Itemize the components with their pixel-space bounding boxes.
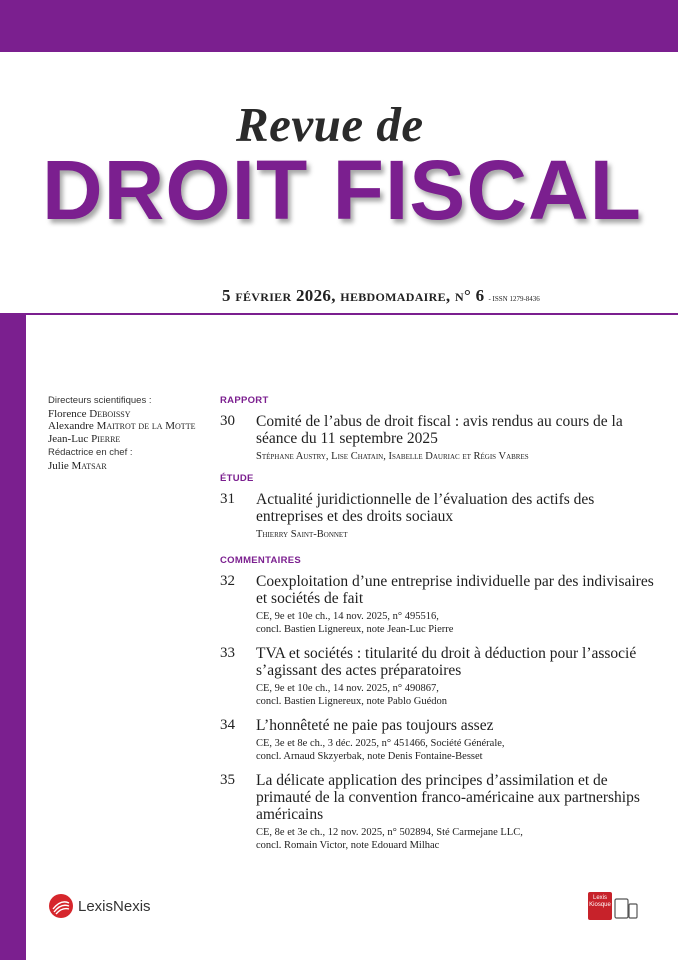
entry-authors: concl. Bastien Lignereux, note Jean-Luc Pierre (256, 624, 454, 635)
toc-entry[interactable] (220, 717, 660, 763)
entry-title: Coexploitation d’une entreprise individuelle par des indivisaires et sociétés de fait (256, 573, 654, 607)
publisher-name: LexisNexis (78, 897, 151, 915)
entry-number: 31 (220, 491, 235, 507)
entry-authors: concl. Arnaud Skzyerbak, note Denis Fontaine-Besset (256, 751, 483, 762)
director-name: Jean-Luc Pierre (48, 432, 121, 445)
top-color-band (0, 0, 678, 52)
header-divider (0, 313, 678, 315)
toc-entry[interactable] (220, 413, 660, 463)
entry-reference (256, 610, 660, 636)
entry-title: Comité de l’abus de droit fiscal : avis rendus au cours de la séance du 11 septembre 2025 (256, 413, 623, 447)
entry-reference-line: CE, 3e et 8e ch., 3 déc. 2025, n° 451466, Société Générale, (256, 738, 505, 749)
entry-number: 34 (220, 717, 235, 733)
entry-authors: Stéphane Austry, Lise Chatain, Isabelle Dauriac et Régis Vabres (256, 451, 529, 462)
section-rapport: RAPPORT (220, 395, 269, 406)
toc-entry[interactable] (220, 645, 660, 708)
title-droit-fiscal: DROIT FISCAL (42, 143, 642, 237)
director-name: Florence Deboissy (48, 407, 131, 420)
editor-name: Julie Matsar (48, 459, 107, 472)
toc-entry[interactable] (220, 491, 660, 541)
section-commentaires: COMMENTAIRES (220, 555, 302, 566)
entry-number: 35 (220, 772, 235, 788)
lexisnexis-logo-icon (48, 893, 74, 919)
entry-reference (256, 682, 660, 708)
section-etude: ÉTUDE (220, 473, 254, 484)
toc-entry[interactable] (220, 772, 660, 852)
entry-number: 32 (220, 573, 235, 589)
issue-line (222, 286, 540, 306)
director-name: Alexandre Maitrot de la Motte (48, 420, 196, 432)
entry-title: TVA et sociétés : titularité du droit à déduction pour l’associé s’agissant des actes préparatoires (256, 645, 637, 679)
masthead (48, 395, 218, 472)
publisher-logo[interactable] (48, 893, 151, 919)
entry-reference (256, 737, 660, 763)
entry-reference-line: CE, 9e et 10e ch., 14 nov. 2025, n° 495516, (256, 611, 439, 622)
issue-date-number: 5 février 2026, hebdomadaire, n° 6 (222, 286, 485, 305)
entry-authors: concl. Romain Victor, note Edouard Milhac (256, 840, 440, 851)
kiosque-badge-icon: Lexis Kiosque (588, 892, 612, 920)
entry-authors: concl. Bastien Lignereux, note Pablo Guédon (256, 696, 447, 707)
entry-number: 33 (220, 645, 235, 661)
entry-number: 30 (220, 413, 235, 429)
editor-label: Rédactrice en chef : (48, 447, 133, 458)
entry-reference-line: CE, 9e et 10e ch., 14 nov. 2025, n° 490867, (256, 683, 439, 694)
table-of-contents (220, 395, 660, 861)
entry-reference-line: CE, 8e et 3e ch., 12 nov. 2025, n° 502894, Sté Carmejane LLC, (256, 827, 523, 838)
devices-icon (614, 896, 638, 920)
entry-reference (256, 826, 660, 852)
entry-title: Actualité juridictionnelle de l’évaluation des actifs des entreprises et des droits sociaux (256, 491, 595, 525)
entry-title: L’honnêteté ne paie pas toujours assez (256, 717, 494, 734)
issn: - ISSN 1279-8436 (488, 295, 540, 303)
title-revue-de: Revue de (236, 97, 424, 152)
left-color-band (0, 315, 26, 960)
entry-title: La délicate application des principes d’assimilation et de primauté de la convention franco-américaine aux partnerships américains (256, 772, 640, 823)
entry-authors: Thierry Saint-Bonnet (256, 529, 348, 540)
kiosque-badge[interactable] (588, 892, 638, 920)
toc-entry[interactable] (220, 573, 660, 636)
directors-label: Directeurs scientifiques : (48, 395, 152, 406)
